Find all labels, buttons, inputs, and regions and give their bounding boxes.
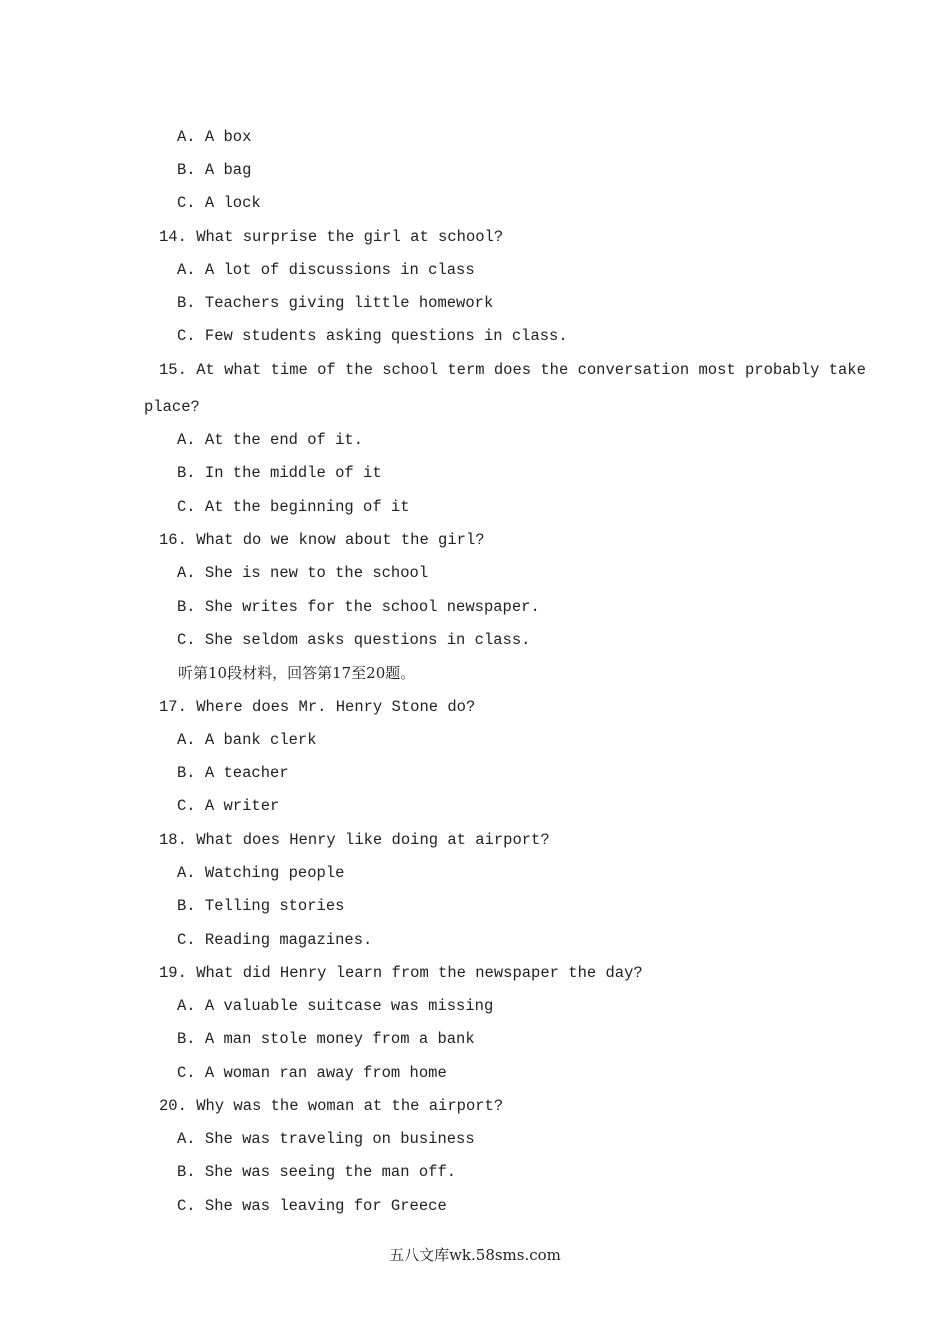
q14-option-c: C. Few students asking questions in class.	[177, 327, 568, 345]
q14-question: 14. What surprise the girl at school?	[159, 228, 504, 246]
q13-option-a: A. A box	[177, 128, 252, 146]
q16-question: 16. What do we know about the girl?	[159, 531, 485, 549]
q17-option-c: C. A writer	[177, 797, 280, 815]
q15-option-a: A. At the end of it.	[177, 431, 364, 449]
q18-option-c: C. Reading magazines.	[177, 931, 373, 949]
q20-option-b: B. She was seeing the man off.	[177, 1163, 457, 1181]
q15-option-b: B. In the middle of it	[177, 464, 382, 482]
q15-question-continued: place?	[144, 398, 200, 416]
q17-option-b: B. A teacher	[177, 764, 289, 782]
page-footer: 五八文库wk.58sms.com	[389, 1246, 561, 1264]
q16-option-c: C. She seldom asks questions in class.	[177, 631, 531, 649]
q20-question: 20. Why was the woman at the airport?	[159, 1097, 504, 1115]
q17-option-a: A. A bank clerk	[177, 731, 317, 749]
q17-question: 17. Where does Mr. Henry Stone do?	[159, 698, 476, 716]
q18-option-b: B. Telling stories	[177, 897, 345, 915]
q16-option-a: A. She is new to the school	[177, 564, 429, 582]
q18-option-a: A. Watching people	[177, 864, 345, 882]
q19-question: 19. What did Henry learn from the newspaper the day?	[159, 964, 643, 982]
section-instruction: 听第10段材料，回答第17至20题。	[178, 664, 416, 682]
q18-question: 18. What does Henry like doing at airport?	[159, 831, 550, 849]
q13-option-b: B. A bag	[177, 161, 252, 179]
q20-option-c: C. She was leaving for Greece	[177, 1197, 447, 1215]
q16-option-b: B. She writes for the school newspaper.	[177, 598, 540, 616]
q15-question: 15. At what time of the school term does the conversation most probably take	[159, 361, 866, 379]
q14-option-b: B. Teachers giving little homework	[177, 294, 494, 312]
q15-option-c: C. At the beginning of it	[177, 498, 410, 516]
q14-option-a: A. A lot of discussions in class	[177, 261, 475, 279]
q19-option-a: A. A valuable suitcase was missing	[177, 997, 494, 1015]
q20-option-a: A. She was traveling on business	[177, 1130, 475, 1148]
q13-option-c: C. A lock	[177, 194, 261, 212]
q19-option-b: B. A man stole money from a bank	[177, 1030, 475, 1048]
q19-option-c: C. A woman ran away from home	[177, 1064, 447, 1082]
